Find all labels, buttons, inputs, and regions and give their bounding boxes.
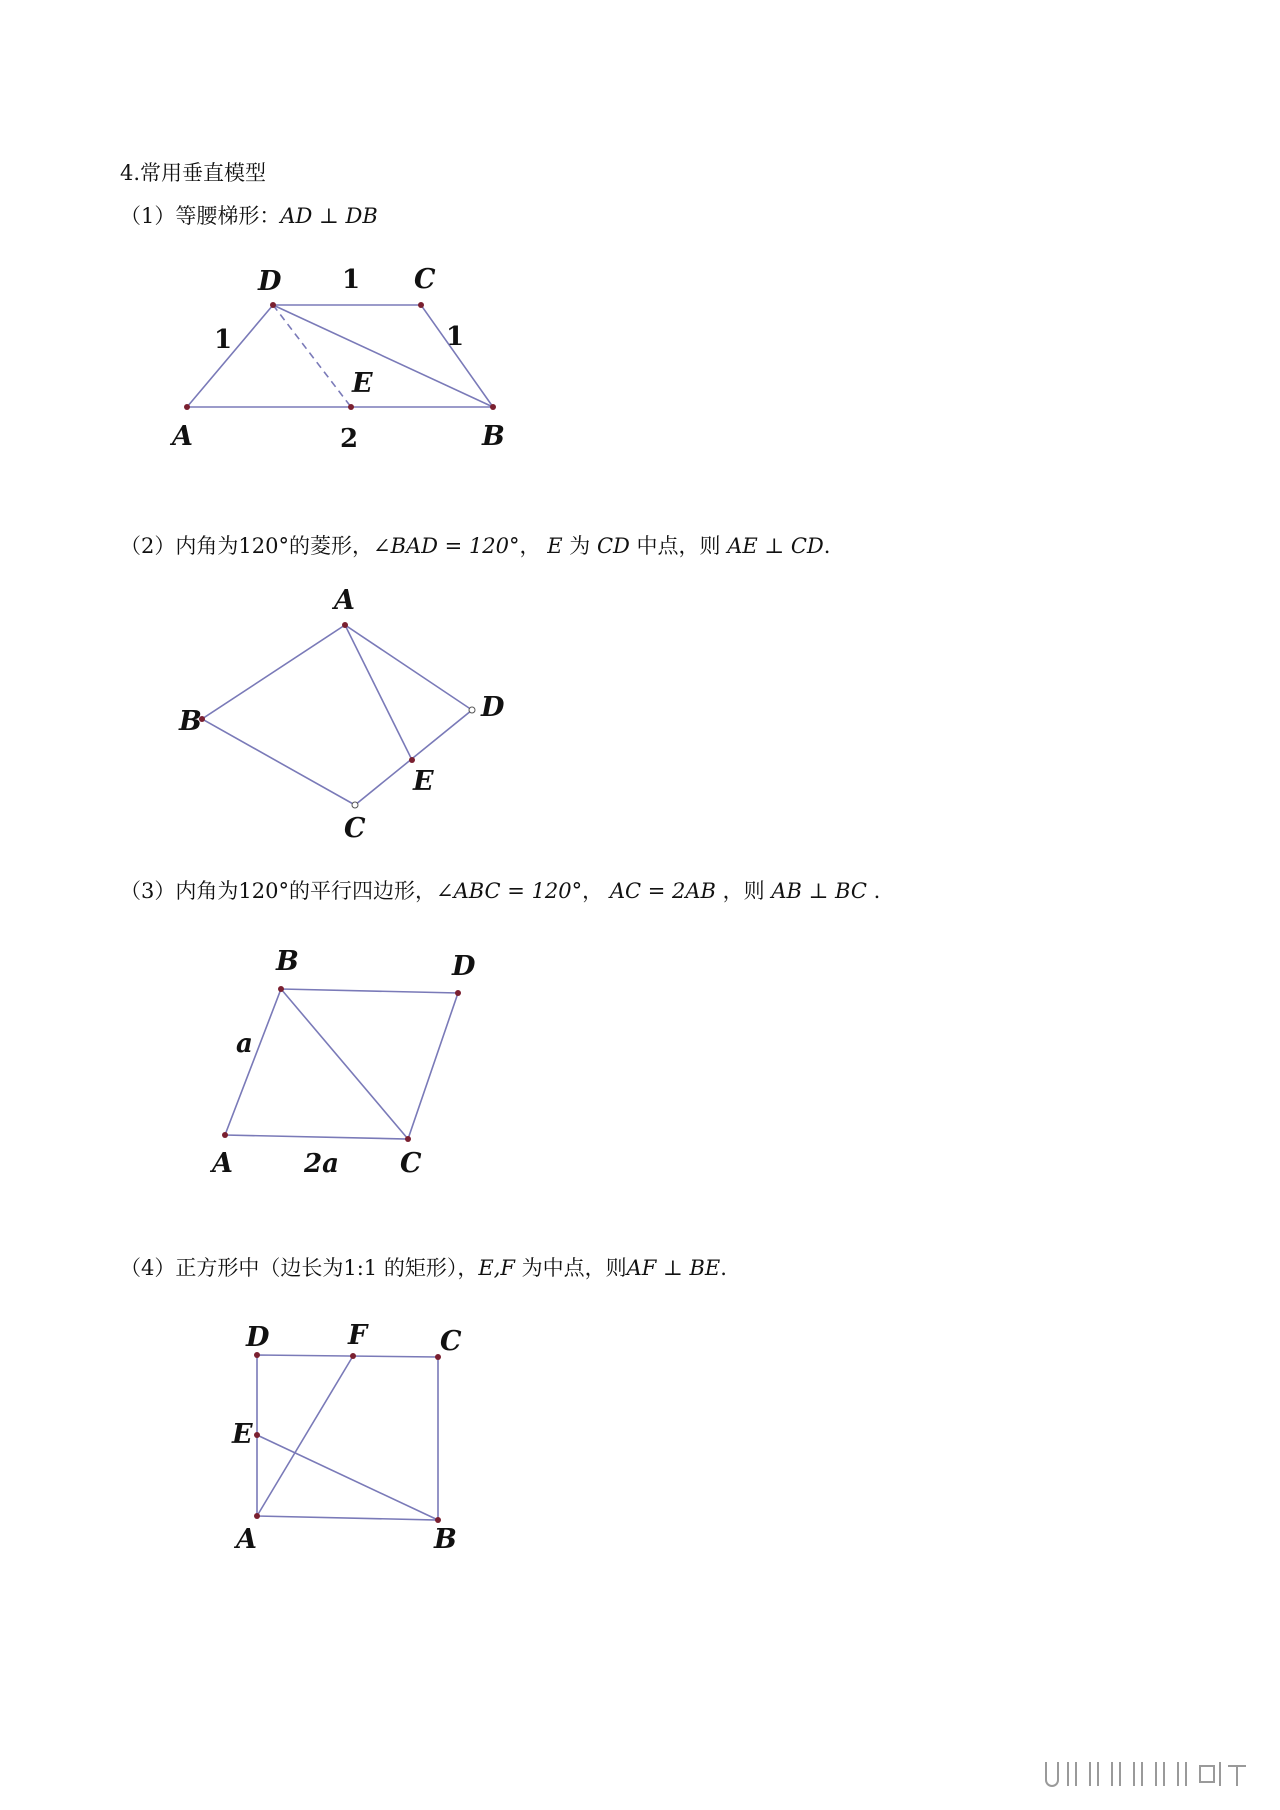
point-c <box>352 802 358 808</box>
label-f: F <box>348 1320 368 1351</box>
item-3-sep2: ，则 <box>722 879 765 903</box>
item-2-sep: ， <box>519 534 541 558</box>
point-e <box>254 1432 260 1438</box>
point-a <box>184 404 190 410</box>
label-b: B <box>482 421 505 452</box>
diagonal-bc <box>281 989 408 1139</box>
label-bottom-length: 2 <box>340 424 359 454</box>
item-2-mid-text2: 中点，则 <box>636 534 721 558</box>
point-f <box>350 1353 356 1359</box>
section-title: 4.常用垂直模型 <box>120 161 267 185</box>
item-2-statement <box>120 530 830 560</box>
label-left-length: 1 <box>214 325 233 355</box>
point-d <box>469 707 475 713</box>
parallelogram-outline <box>225 989 458 1139</box>
label-e: E <box>232 1419 253 1450</box>
point-b <box>490 404 496 410</box>
point-e <box>348 404 354 410</box>
square-outline <box>257 1355 438 1520</box>
point-d <box>455 990 461 996</box>
item-4-ef: E,F <box>478 1256 515 1280</box>
label-e: E <box>352 368 373 399</box>
label-e: E <box>413 766 434 797</box>
item-3-condition2: AC = 2AB <box>609 879 716 903</box>
point-a <box>342 622 348 628</box>
point-e <box>409 757 415 763</box>
label-right-length: 1 <box>446 322 465 352</box>
item-3-condition: ∠ABC = 120° <box>435 879 583 903</box>
item-2-condition: ∠BAD = 120° <box>372 534 520 558</box>
item-4-mid-text: 为中点，则 <box>521 1256 627 1280</box>
item-2-e: E <box>547 534 563 558</box>
item-4-statement <box>120 1252 727 1282</box>
item-3-end: . <box>873 879 881 903</box>
item-1-statement <box>120 200 378 230</box>
item-2-angle: 120° <box>238 534 289 558</box>
item-2-middle: 的菱形， <box>288 534 373 558</box>
item-3-result: AB ⊥ BC <box>771 879 867 903</box>
item-2-mid-text: 为 <box>569 534 591 558</box>
figure-rhombus <box>179 585 520 845</box>
item-4-prefix: （4）正方形中（边长为 <box>120 1256 344 1280</box>
label-b: B <box>434 1524 457 1555</box>
item-4-middle: 的矩形）， <box>383 1256 479 1280</box>
label-b: B <box>179 706 202 737</box>
label-c: C <box>344 813 366 844</box>
item-2-prefix: （2）内角为 <box>120 534 239 558</box>
point-b <box>435 1517 441 1523</box>
label-c: C <box>440 1326 462 1357</box>
label-a: A <box>236 1524 257 1555</box>
item-2-end: . <box>823 534 831 558</box>
label-d: D <box>481 692 505 723</box>
point-a <box>254 1513 260 1519</box>
item-4-end: . <box>720 1256 727 1280</box>
item-3-sep: ， <box>582 879 604 903</box>
point-d <box>270 302 276 308</box>
figure-square <box>220 1320 480 1560</box>
segment-af <box>257 1356 353 1516</box>
label-side-2a: 2a <box>304 1149 339 1179</box>
segment-ae <box>345 625 412 760</box>
point-b <box>278 986 284 992</box>
label-d: D <box>452 951 476 982</box>
item-3-statement <box>120 875 880 905</box>
label-a: A <box>334 585 355 616</box>
item-4-ratio: 1:1 <box>343 1256 378 1280</box>
item-3-prefix: （3）内角为 <box>120 879 239 903</box>
item-1-prefix: （1）等腰梯形： <box>120 204 281 228</box>
item-1-formula: AD ⊥ DB <box>280 204 378 228</box>
label-side-a: a <box>236 1029 253 1059</box>
label-d: D <box>258 266 282 297</box>
label-b: B <box>276 946 299 977</box>
label-c: C <box>414 264 436 295</box>
label-a: A <box>212 1148 233 1179</box>
item-2-result: AE ⊥ CD <box>727 534 824 558</box>
label-top-length: 1 <box>342 265 361 295</box>
item-2-cd: CD <box>596 534 630 558</box>
figure-parallelogram <box>200 940 500 1180</box>
item-4-result: AF ⊥ BE <box>626 1256 721 1280</box>
label-c: C <box>400 1148 422 1179</box>
item-3-angle: 120° <box>238 879 289 903</box>
figure-isosceles-trapezoid <box>150 255 530 465</box>
label-a: A <box>172 421 193 452</box>
point-c <box>405 1136 411 1142</box>
watermark-logo-icon <box>1042 1756 1252 1792</box>
point-c <box>418 302 424 308</box>
segment-be <box>257 1435 438 1520</box>
item-3-middle: 的平行四边形， <box>288 879 436 903</box>
point-a <box>222 1132 228 1138</box>
dashed-de <box>273 305 351 407</box>
label-d: D <box>246 1322 270 1353</box>
diagonal-db <box>273 305 493 407</box>
